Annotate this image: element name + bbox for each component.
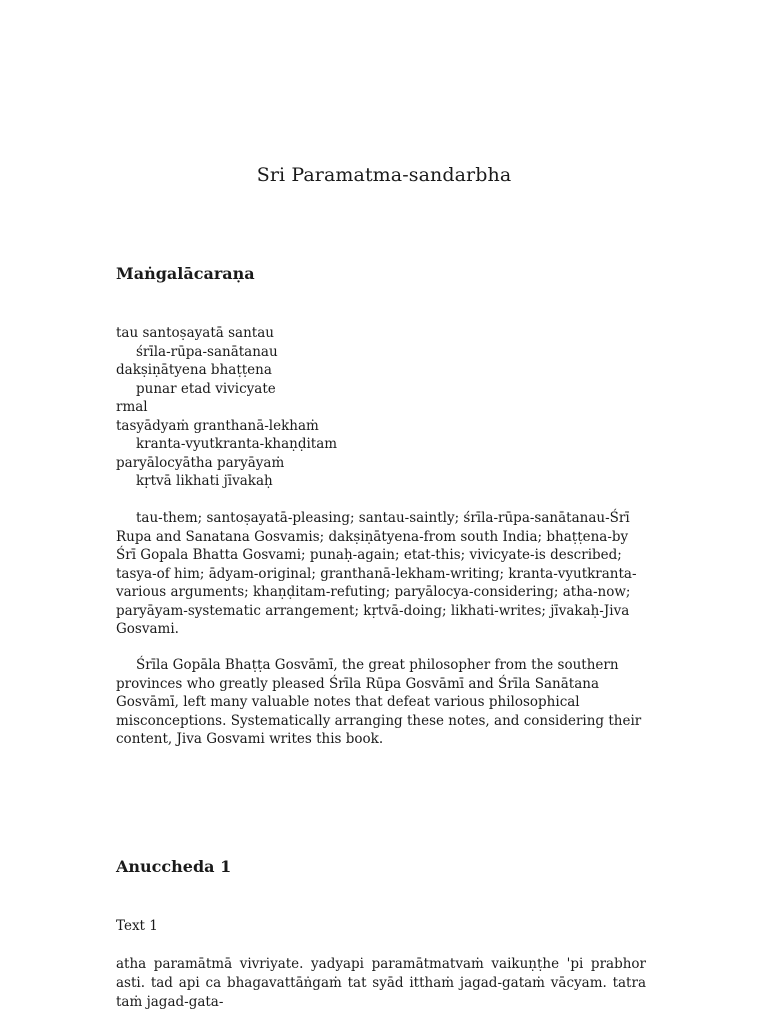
text-number-label: Text 1 [116,918,158,934]
section-heading-anuccheda: Anuccheda 1 [116,857,232,876]
text-1-body: atha paramātmā vivriyate. yadyapi paramātmatvaṁ vaikuṇṭhe 'pi prabhor asti. tad api ca bhagavattāṅgaṁ tat syād itthaṁ jagad-gataṁ vācyam. tatra taṁ jagad-gata- [116,956,646,1010]
verse-line: dakṣiṇātyena bhaṭṭena [116,362,272,378]
verse-line: paryālocyātha paryāyaṁ [116,454,285,471]
verse-line: tau santoṣayatā santau [116,325,274,341]
verse-line: punar etad vivicyate [136,380,276,397]
word-synonyms-paragraph: tau-them; santoṣayatā-pleasing; santau-saintly; śrīla-rūpa-sanātanau-Śrī Rupa and Sanatana Gosvamis; dakṣiṇātyena-from south India; bhaṭṭena-by Śrī Gopala Bhatta Gosvami; punaḥ-again; etat-this; vivicyate-is described; tasya-of him; ādyam-original; granthanā-lekham-writing; kranta-vyutkranta-various arguments; khaṇḍitam-refuting; paryālocya-considering; atha-now; paryāyam-systematic arrangement; kṛtvā-doing; likhati-writes; jīvakaḥ-Jiva Gosvami. [116,510,637,637]
translation-paragraph: Śrīla Gopāla Bhaṭṭa Gosvāmī, the great philosopher from the southern provinces who greatly pleased Śrīla Rūpa Gosvāmī and Śrīla Sanātana Gosvāmī, left many valuable notes that defeat various philosophical misconceptions. Systematically arranging these notes, and considering their content, Jiva Gosvami writes this book. [116,657,642,747]
verse-line: kṛtvā likhati jīvakaḥ [136,473,273,489]
verse-line: tasyādyaṁ granthanā-lekhaṁ [116,417,319,434]
sanskrit-verse [116,324,676,491]
verse-line: śrīla-rūpa-sanātanau [136,343,278,360]
section-heading-mangalacarana: Maṅgalācaraṇa [116,264,255,283]
verse-line: kranta-vyutkranta-khaṇḍitam [136,436,338,452]
document-title: Sri Paramatma-sandarbha [256,164,512,186]
verse-line: rmal [116,399,148,415]
